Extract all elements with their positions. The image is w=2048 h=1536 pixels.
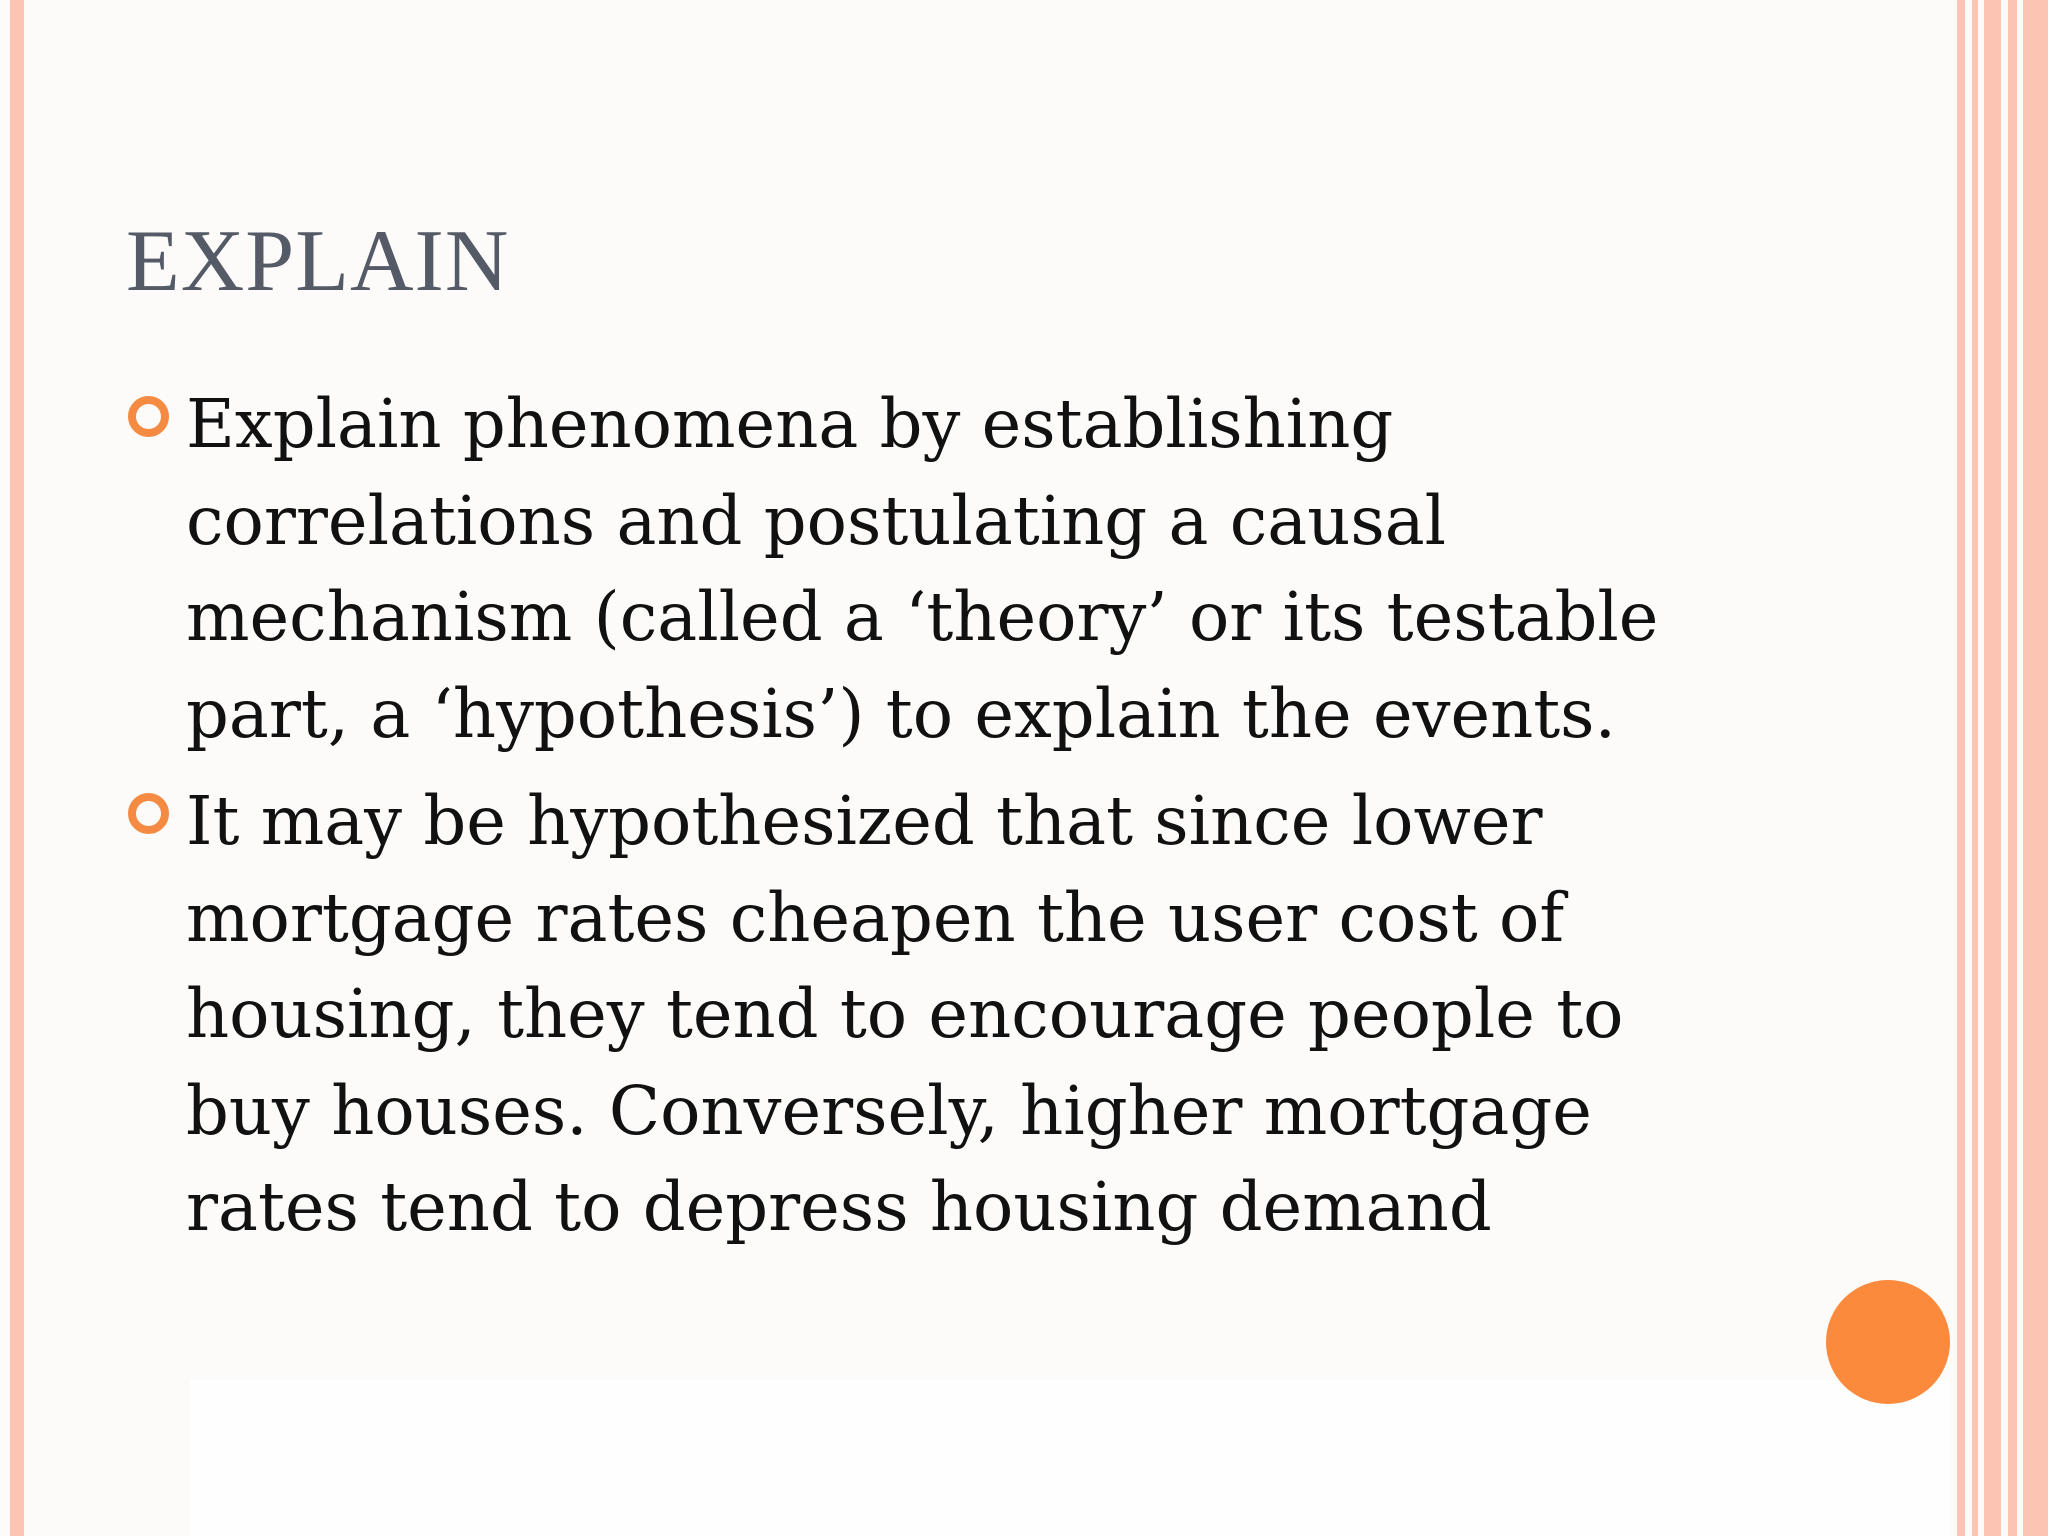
bullet-text-line: housing, they tend to encourage people to [186,975,1624,1053]
orange-circle-icon [1826,1280,1950,1404]
bullet-list [128,376,1778,1267]
bullet-text-line: part, a ‘hypothesis’) to explain the events. [186,674,1616,753]
right-border-stripe [2023,0,2048,1536]
bullet-item [128,376,1778,762]
ring-bullet-icon [128,396,169,437]
left-border-stripe [10,0,24,1536]
bullet-text-line: rates tend to depress housing demand [186,1168,1492,1246]
right-border-stripe [2008,0,2017,1536]
ring-bullet-icon [128,793,169,834]
bullet-text-line: Explain phenomena by establishing [186,385,1394,463]
background-panel [190,1380,1950,1536]
right-border-stripe [1957,0,1965,1536]
bullet-text-line: buy houses. Conversely, higher mortgage [186,1071,1592,1150]
bullet-text-line: mortgage rates cheapen the user cost of [186,878,1565,957]
bullet-item [128,773,1778,1256]
slide-title: EXPLAIN [126,213,510,310]
bullet-text-line: mechanism (called a ‘theory’ or its testable [186,578,1659,656]
bullet-text-line: It may be hypothesized that since lower [186,782,1543,860]
bullet-text-line: correlations and postulating a causal [186,481,1447,560]
right-border-stripe [1984,0,2001,1536]
right-border-stripe [1972,0,1978,1536]
